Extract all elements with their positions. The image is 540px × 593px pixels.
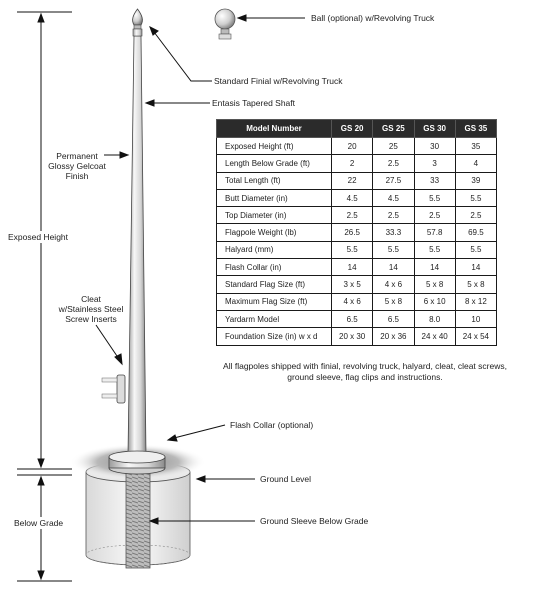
table-cell: 24 x 54 bbox=[455, 328, 496, 345]
table-cell: 2.5 bbox=[332, 207, 373, 224]
table-cell: 14 bbox=[332, 259, 373, 276]
below-grade-label: Below Grade bbox=[14, 518, 64, 528]
spec-table bbox=[216, 119, 497, 346]
cleat-label-line2: w/Stainless Steel bbox=[58, 304, 124, 314]
table-cell: 2.5 bbox=[373, 207, 414, 224]
table-cell: 5.5 bbox=[414, 189, 455, 206]
row-label: Exposed Height (ft) bbox=[217, 138, 332, 155]
table-cell: 8.0 bbox=[414, 310, 455, 327]
row-label: Flagpole Weight (lb) bbox=[217, 224, 332, 241]
finial bbox=[133, 9, 143, 36]
table-cell: 5 x 8 bbox=[455, 276, 496, 293]
table-row bbox=[217, 172, 497, 189]
shipping-note: All flagpoles shipped with finial, revolving truck, halyard, cleat, cleat screws, ground sleeve, flag clips and instructions. bbox=[223, 361, 507, 382]
finish-label-line3: Finish bbox=[65, 171, 89, 181]
table-cell: 5 x 8 bbox=[373, 293, 414, 310]
table-row bbox=[217, 259, 497, 276]
table-cell: 20 bbox=[332, 138, 373, 155]
table-cell: 27.5 bbox=[373, 172, 414, 189]
row-label: Flash Collar (in) bbox=[217, 259, 332, 276]
table-cell: 6.5 bbox=[373, 310, 414, 327]
pole-shaft bbox=[128, 36, 146, 455]
table-cell: 3 bbox=[414, 155, 455, 172]
table-row bbox=[217, 224, 497, 241]
table-cell: 2.5 bbox=[455, 207, 496, 224]
row-label: Top Diameter (in) bbox=[217, 207, 332, 224]
row-label: Halyard (mm) bbox=[217, 241, 332, 258]
row-label: Length Below Grade (ft) bbox=[217, 155, 332, 172]
table-cell: 8 x 12 bbox=[455, 293, 496, 310]
table-cell: 4 bbox=[455, 155, 496, 172]
ball-finial bbox=[215, 9, 235, 39]
table-cell: 35 bbox=[455, 138, 496, 155]
table-cell: 5 x 8 bbox=[414, 276, 455, 293]
table-cell: 24 x 40 bbox=[414, 328, 455, 345]
table-cell: 25 bbox=[373, 138, 414, 155]
header-gs25: GS 25 bbox=[373, 120, 414, 138]
table-row bbox=[217, 293, 497, 310]
row-label: Yardarm Model bbox=[217, 310, 332, 327]
table-cell: 5.5 bbox=[414, 241, 455, 258]
ground-sleeve-label: Ground Sleeve Below Grade bbox=[260, 516, 369, 526]
ground-level-label: Ground Level bbox=[260, 474, 312, 484]
cleat-label bbox=[48, 294, 134, 324]
finish-label-line2: Glossy Gelcoat bbox=[48, 161, 106, 171]
table-cell: 5.5 bbox=[455, 189, 496, 206]
table-cell: 39 bbox=[455, 172, 496, 189]
table-row bbox=[217, 328, 497, 345]
row-label: Standard Flag Size (ft) bbox=[217, 276, 332, 293]
table-cell: 22 bbox=[332, 172, 373, 189]
cleat bbox=[102, 375, 125, 403]
table-cell: 14 bbox=[455, 259, 496, 276]
flash-collar bbox=[109, 451, 165, 474]
table-row bbox=[217, 241, 497, 258]
table-cell: 2.5 bbox=[373, 155, 414, 172]
cleat-label-line1: Cleat bbox=[81, 294, 101, 304]
finial-label: Standard Finial w/Revolving Truck bbox=[214, 76, 343, 86]
header-model-number: Model Number bbox=[217, 120, 332, 138]
shaft-label: Entasis Tapered Shaft bbox=[212, 98, 296, 108]
header-gs35: GS 35 bbox=[455, 120, 496, 138]
table-cell: 3 x 5 bbox=[332, 276, 373, 293]
table-cell: 57.8 bbox=[414, 224, 455, 241]
table-row bbox=[217, 189, 497, 206]
ball-label: Ball (optional) w/Revolving Truck bbox=[311, 13, 435, 23]
table-cell: 4.5 bbox=[332, 189, 373, 206]
exposed-height-label: Exposed Height bbox=[8, 232, 69, 242]
table-cell: 5.5 bbox=[332, 241, 373, 258]
row-label: Total Length (ft) bbox=[217, 172, 332, 189]
table-cell: 26.5 bbox=[332, 224, 373, 241]
flash-collar-label: Flash Collar (optional) bbox=[230, 420, 314, 430]
finish-label-line1: Permanent bbox=[56, 151, 98, 161]
table-cell: 14 bbox=[373, 259, 414, 276]
finish-label bbox=[44, 151, 110, 181]
table-cell: 2 bbox=[332, 155, 373, 172]
table-cell: 4.5 bbox=[373, 189, 414, 206]
threaded-butt bbox=[126, 472, 150, 568]
table-cell: 10 bbox=[455, 310, 496, 327]
table-cell: 33.3 bbox=[373, 224, 414, 241]
table-row bbox=[217, 155, 497, 172]
header-gs30: GS 30 bbox=[414, 120, 455, 138]
table-row bbox=[217, 138, 497, 155]
table-cell: 6 x 10 bbox=[414, 293, 455, 310]
row-label: Butt Diameter (in) bbox=[217, 189, 332, 206]
table-cell: 30 bbox=[414, 138, 455, 155]
table-cell: 20 x 30 bbox=[332, 328, 373, 345]
table-cell: 20 x 36 bbox=[373, 328, 414, 345]
table-cell: 33 bbox=[414, 172, 455, 189]
row-label: Foundation Size (in) w x d bbox=[217, 328, 332, 345]
cleat-label-line3: Screw Inserts bbox=[65, 314, 117, 324]
table-row bbox=[217, 310, 497, 327]
table-cell: 4 x 6 bbox=[373, 276, 414, 293]
table-cell: 2.5 bbox=[414, 207, 455, 224]
table-cell: 69.5 bbox=[455, 224, 496, 241]
table-cell: 5.5 bbox=[455, 241, 496, 258]
table-row bbox=[217, 276, 497, 293]
header-gs20: GS 20 bbox=[332, 120, 373, 138]
row-label: Maximum Flag Size (ft) bbox=[217, 293, 332, 310]
table-header-row bbox=[217, 120, 497, 138]
table-row bbox=[217, 207, 497, 224]
table-cell: 4 x 6 bbox=[332, 293, 373, 310]
table-cell: 14 bbox=[414, 259, 455, 276]
table-cell: 6.5 bbox=[332, 310, 373, 327]
table-cell: 5.5 bbox=[373, 241, 414, 258]
